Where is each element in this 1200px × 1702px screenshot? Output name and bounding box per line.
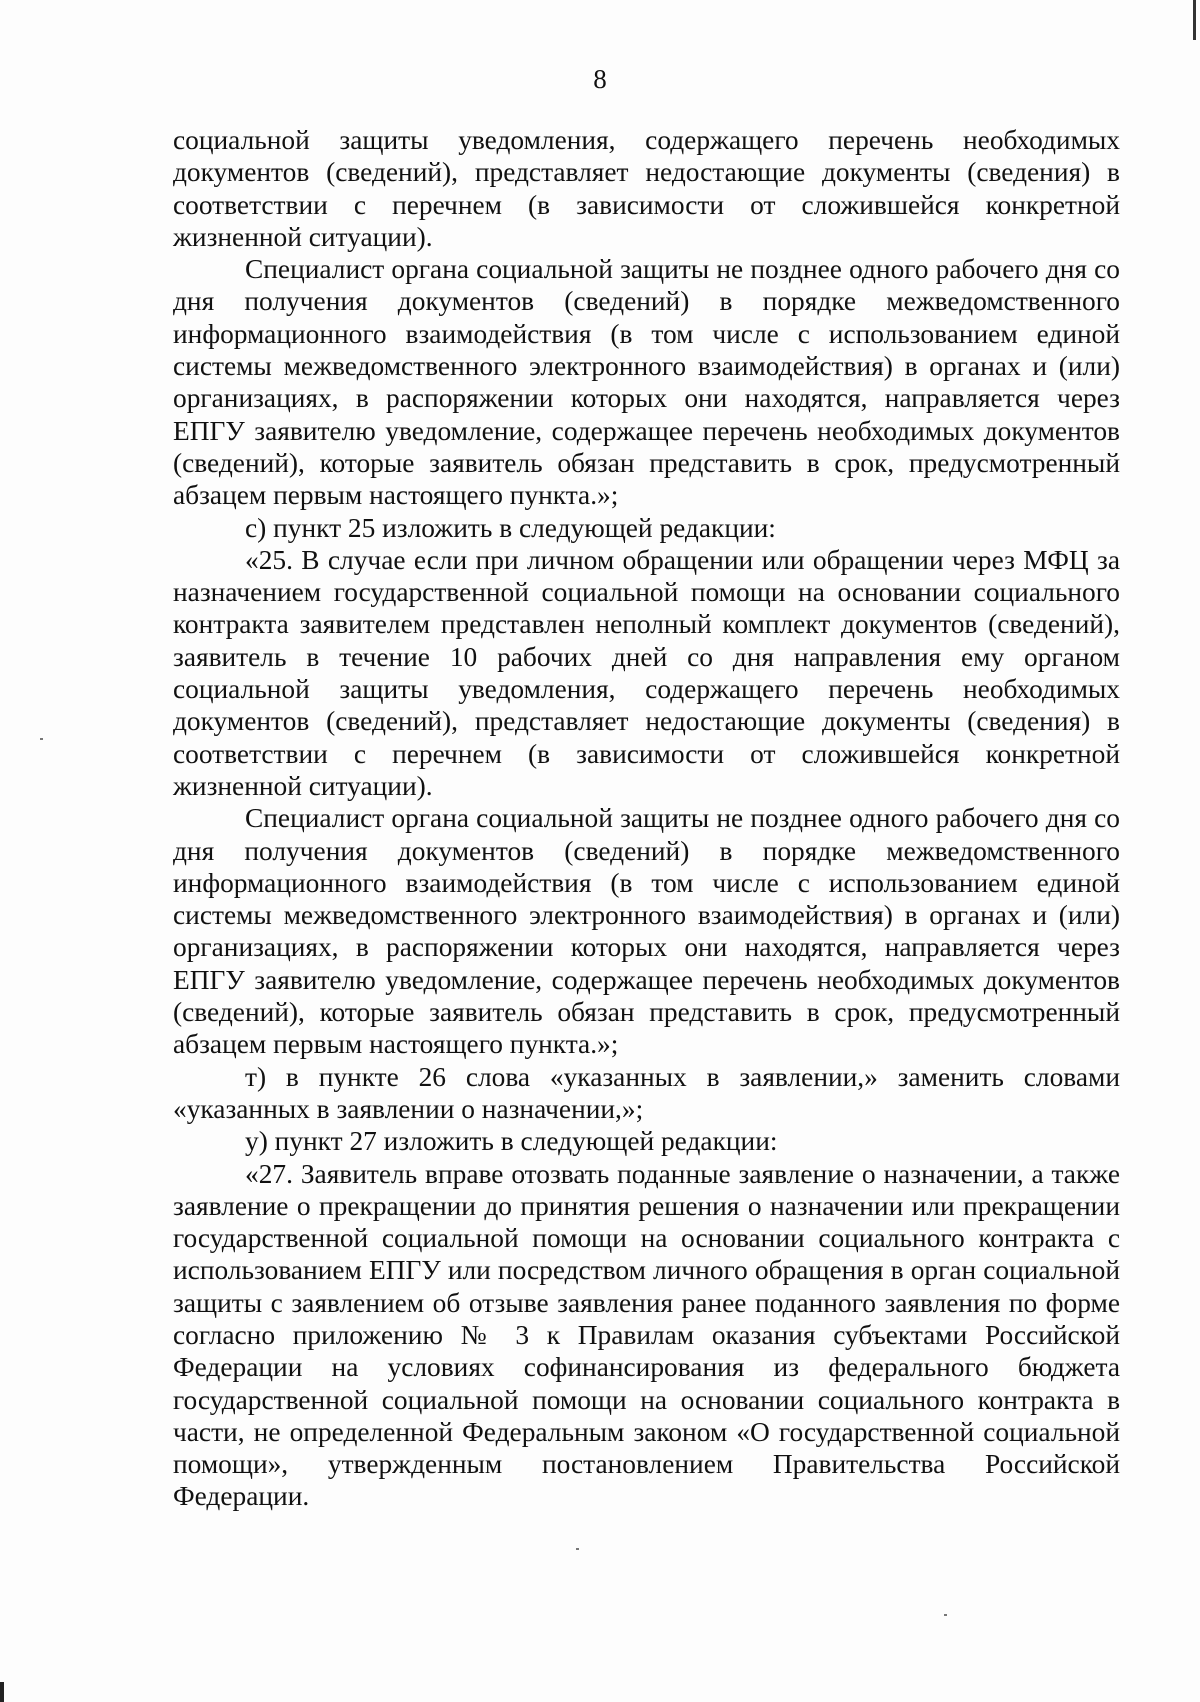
paragraph-item-t: т) в пункте 26 слова «указанных в заявлении,» заменить словами «указанных в заявлении о назначении,»;	[173, 1061, 1120, 1124]
paragraph-clause-25: «25. В случае если при личном обращении или обращении через МФЦ за назначением государственной социальной помощи на основании социального контракта заявителем представлен неполный комплект документов (сведений), заявитель в течение 10 рабочих дней со дня направления ему органом социальной защиты уведомления, содержащего перечень необходимых документов (сведений), представляет недостающие документы (сведения) в соответствии с перечнем (в зависимости от сложившейся конкретной жизненной ситуации).	[173, 544, 1120, 801]
scan-edge-mark	[0, 1682, 4, 1702]
paragraph-item-u: у) пункт 27 изложить в следующей редакции:	[245, 1126, 778, 1157]
scan-speck	[576, 1548, 579, 1550]
document-body	[173, 124, 1120, 1513]
paragraph-specialist-notice-1: Специалист органа социальной защиты не позднее одного рабочего дня со дня получения документов (сведений) в порядке межведомственного информационного взаимодействия (в том числе с использованием единой системы межведомственного электронного взаимодействия) в органах и (или) организациях, в распоряжении которых они находятся, направляется через ЕПГУ заявителю уведомление, содержащее перечень необходимых документов (сведений), которые заявитель обязан представить в срок, предусмотренный абзацем первым настоящего пункта.»;	[173, 254, 1120, 511]
scan-edge-mark	[1193, 0, 1196, 40]
scan-speck	[944, 1614, 947, 1616]
page-number: 8	[593, 64, 607, 94]
paragraph-clause-27: «27. Заявитель вправе отозвать поданные заявление о назначении, а также заявление о прекращении до принятия решения о назначении или прекращении государственной социальной помощи на основании социального контракта с использованием ЕПГУ или посредством личного обращения в орган социальной защиты с заявлением об отзыве заявления ранее поданного заявления по форме согласно приложению № 3 к Правилам оказания субъектами Российской Федерации на условиях софинансирования из федерального бюджета государственной социальной помощи на основании социального контракта в части, не определенной Федеральным законом «О государственной социальной помощи», утвержденным постановлением Правительства Российской Федерации.	[173, 1158, 1120, 1512]
paragraph-continuation: социальной защиты уведомления, содержащего перечень необходимых документов (сведений), представляет недостающие документы (сведения) в соответствии с перечнем (в зависимости от сложившейся конкретной жизненной ситуации).	[173, 125, 1120, 252]
paragraph-specialist-notice-2: Специалист органа социальной защиты не позднее одного рабочего дня со дня получения документов (сведений) в порядке межведомственного информационного взаимодействия (в том числе с использованием единой системы межведомственного электронного взаимодействия) в органах и (или) организациях, в распоряжении которых они находятся, направляется через ЕПГУ заявителю уведомление, содержащее перечень необходимых документов (сведений), которые заявитель обязан представить в срок, предусмотренный абзацем первым настоящего пункта.»;	[173, 803, 1120, 1060]
paragraph-item-s: с) пункт 25 изложить в следующей редакции:	[245, 512, 776, 543]
scan-speck	[40, 738, 43, 740]
